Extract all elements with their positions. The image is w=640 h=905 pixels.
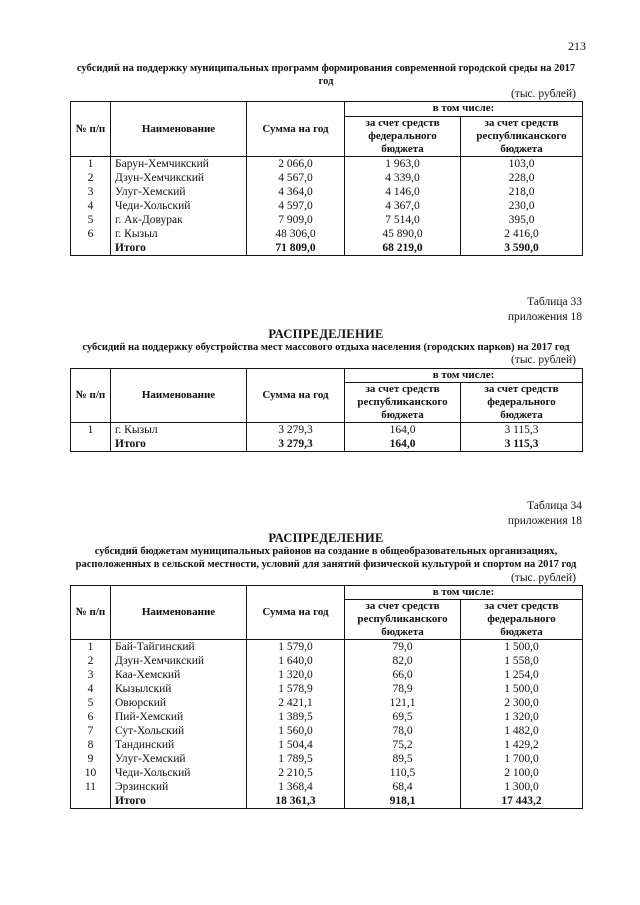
total-label: Итого: [111, 437, 247, 452]
cell-a: 121,1: [345, 696, 461, 710]
cell-no: 4: [71, 682, 111, 696]
header-name: Наименование: [111, 102, 247, 157]
cell-b: 1 558,0: [461, 654, 583, 668]
table-row: [71, 766, 583, 780]
cell-sum: 1 389,5: [247, 710, 345, 724]
header-name: Наименование: [111, 368, 247, 423]
table-row: [71, 724, 583, 738]
header-col-b: за счет средств федерального бюджета: [461, 599, 583, 640]
section-3-heading: РАСПРЕДЕЛЕНИЕ: [268, 530, 384, 545]
cell-sum: 48 306,0: [247, 227, 345, 241]
cell-sum: 1 789,5: [247, 752, 345, 766]
total-label: Итого: [111, 241, 247, 256]
cell-name: Каа-Хемский: [111, 668, 247, 682]
total-a: 68 219,0: [345, 241, 461, 256]
cell-no: 1: [71, 640, 111, 655]
table-row: [71, 227, 583, 241]
cell-a: 4 367,0: [345, 199, 461, 213]
cell-no: 1: [71, 423, 111, 438]
total-a: 918,1: [345, 794, 461, 809]
cell-b: 3 115,3: [461, 423, 583, 438]
cell-b: 1 320,0: [461, 710, 583, 724]
section-2-appendix-label: приложения 18: [507, 310, 582, 323]
section-2-subtitle: субсидий на поддержку обустройства мест массового отдыха населения (городских парков) на 2017 год: [82, 342, 570, 354]
cell-no: 5: [71, 696, 111, 710]
section-3-appendix-label: приложения 18: [507, 514, 582, 527]
header-col-a: за счет средств республиканского бюджета: [345, 382, 461, 423]
cell-b: 230,0: [461, 199, 583, 213]
section-2-heading: РАСПРЕДЕЛЕНИЕ: [268, 326, 384, 341]
cell-sum: 3 279,3: [247, 423, 345, 438]
cell-name: Эрзинский: [111, 780, 247, 794]
cell-a: 75,2: [345, 738, 461, 752]
section-2-table-label: Таблица 33: [527, 296, 582, 308]
cell-name: Овюрский: [111, 696, 247, 710]
cell-a: 69,5: [345, 710, 461, 724]
cell-name: Сут-Хольский: [111, 724, 247, 738]
header-including: в том числе:: [345, 368, 583, 382]
header-row: [71, 102, 583, 116]
header-col-a: за счет средств федерального бюджета: [345, 116, 461, 157]
total-sum: 18 361,3: [247, 794, 345, 809]
header-row: [71, 585, 583, 599]
cell-name: Бай-Тайгинский: [111, 640, 247, 655]
cell-a: 4 339,0: [345, 171, 461, 185]
cell-no: 8: [71, 738, 111, 752]
cell-b: 2 100,0: [461, 766, 583, 780]
cell-no: 6: [71, 710, 111, 724]
cell-name: Дзун-Хемчикский: [111, 171, 247, 185]
cell-no: 2: [71, 171, 111, 185]
table-row: [71, 185, 583, 199]
cell-b: 1 254,0: [461, 668, 583, 682]
cell-name: Барун-Хемчикский: [111, 157, 247, 172]
header-sum: Сумма на год: [247, 102, 345, 157]
cell-sum: 4 567,0: [247, 171, 345, 185]
section-3-units: (тыс. рублей): [510, 571, 576, 584]
cell-no: 6: [71, 227, 111, 241]
table-row: [71, 199, 583, 213]
cell-b: 2 416,0: [461, 227, 583, 241]
cell-b: 1 500,0: [461, 682, 583, 696]
cell-sum: 1 579,0: [247, 640, 345, 655]
section-1: [70, 62, 582, 256]
header-sum: Сумма на год: [247, 585, 345, 640]
cell-a: 79,0: [345, 640, 461, 655]
cell-name: Кызылский: [111, 682, 247, 696]
cell-no: 3: [71, 668, 111, 682]
header-no: № п/п: [71, 102, 111, 157]
section-2-units: (тыс. рублей): [510, 354, 576, 367]
cell-sum: 2 066,0: [247, 157, 345, 172]
table-row: [71, 640, 583, 655]
header-including: в том числе:: [345, 585, 583, 599]
cell-sum: 1 504,4: [247, 738, 345, 752]
cell-name: Чеди-Хольский: [111, 199, 247, 213]
table-row: [71, 780, 583, 794]
total-row: [71, 794, 583, 809]
cell-name: г. Кызыл: [111, 227, 247, 241]
section-2: [70, 295, 582, 452]
cell-sum: 1 320,0: [247, 668, 345, 682]
total-sum: 3 279,3: [247, 437, 345, 452]
table-row: [71, 682, 583, 696]
cell-name: Улуг-Хемский: [111, 185, 247, 199]
total-row: [71, 437, 583, 452]
cell-no: 9: [71, 752, 111, 766]
cell-b: 395,0: [461, 213, 583, 227]
cell-b: 1 300,0: [461, 780, 583, 794]
cell-no: 11: [71, 780, 111, 794]
cell-no: [71, 794, 111, 809]
cell-no: 2: [71, 654, 111, 668]
header-no: № п/п: [71, 368, 111, 423]
cell-b: 1 482,0: [461, 724, 583, 738]
cell-no: 1: [71, 157, 111, 172]
cell-name: г. Ак-Довурак: [111, 213, 247, 227]
cell-name: Чеди-Хольский: [111, 766, 247, 780]
table-row: [71, 171, 583, 185]
header-name: Наименование: [111, 585, 247, 640]
header-col-b: за счет средств республиканского бюджета: [461, 116, 583, 157]
cell-a: 110,5: [345, 766, 461, 780]
cell-name: г. Кызыл: [111, 423, 247, 438]
total-row: [71, 241, 583, 256]
cell-b: 1 700,0: [461, 752, 583, 766]
header-sum: Сумма на год: [247, 368, 345, 423]
cell-b: 218,0: [461, 185, 583, 199]
section-3-table: [70, 585, 583, 810]
cell-a: 45 890,0: [345, 227, 461, 241]
cell-name: Тандинский: [111, 738, 247, 752]
cell-sum: 2 210,5: [247, 766, 345, 780]
cell-b: 1 429,2: [461, 738, 583, 752]
total-b: 17 443,2: [461, 794, 583, 809]
cell-b: 103,0: [461, 157, 583, 172]
cell-name: Пий-Хемский: [111, 710, 247, 724]
cell-sum: 1 578,9: [247, 682, 345, 696]
cell-no: 5: [71, 213, 111, 227]
cell-sum: 1 560,0: [247, 724, 345, 738]
section-1-units: (тыс. рублей): [510, 88, 576, 101]
table-row: [71, 654, 583, 668]
cell-b: 228,0: [461, 171, 583, 185]
table-row: [71, 157, 583, 172]
cell-sum: 2 421,1: [247, 696, 345, 710]
table-row: [71, 752, 583, 766]
total-b: 3 590,0: [461, 241, 583, 256]
cell-a: 82,0: [345, 654, 461, 668]
cell-no: 7: [71, 724, 111, 738]
section-2-table: [70, 368, 583, 453]
cell-a: 4 146,0: [345, 185, 461, 199]
page-number: 213: [568, 39, 586, 53]
cell-no: [71, 241, 111, 256]
section-1-subtitle: субсидий на поддержку муниципальных программ формирования современной городской среды на 2017 год: [76, 63, 576, 88]
total-b: 3 115,3: [461, 437, 583, 452]
cell-no: 10: [71, 766, 111, 780]
total-sum: 71 809,0: [247, 241, 345, 256]
header-including: в том числе:: [345, 102, 583, 116]
cell-a: 1 963,0: [345, 157, 461, 172]
cell-a: 89,5: [345, 752, 461, 766]
header-no: № п/п: [71, 585, 111, 640]
section-3: [70, 499, 582, 809]
cell-sum: 1 640,0: [247, 654, 345, 668]
cell-a: 78,0: [345, 724, 461, 738]
cell-no: 4: [71, 199, 111, 213]
cell-a: 78,9: [345, 682, 461, 696]
cell-b: 1 500,0: [461, 640, 583, 655]
cell-sum: 7 909,0: [247, 213, 345, 227]
header-row: [71, 368, 583, 382]
cell-no: 3: [71, 185, 111, 199]
cell-a: 68,4: [345, 780, 461, 794]
cell-name: Дзун-Хемчикский: [111, 654, 247, 668]
cell-b: 2 300,0: [461, 696, 583, 710]
total-a: 164,0: [345, 437, 461, 452]
cell-name: Улуг-Хемский: [111, 752, 247, 766]
section-3-subtitle: субсидий бюджетам муниципальных районов на создание в общеобразовательных организациях, расположенных в сельской местности, условий для занятий физической культурой и спортом на 2017 год: [75, 546, 577, 571]
header-col-a: за счет средств республиканского бюджета: [345, 599, 461, 640]
table-row: [71, 213, 583, 227]
cell-sum: 4 597,0: [247, 199, 345, 213]
cell-sum: 4 364,0: [247, 185, 345, 199]
table-row: [71, 738, 583, 752]
cell-a: 164,0: [345, 423, 461, 438]
cell-a: 7 514,0: [345, 213, 461, 227]
section-3-table-label: Таблица 34: [527, 500, 582, 512]
cell-a: 66,0: [345, 668, 461, 682]
cell-no: [71, 437, 111, 452]
table-row: [71, 423, 583, 438]
header-col-b: за счет средств федерального бюджета: [461, 382, 583, 423]
cell-sum: 1 368,4: [247, 780, 345, 794]
table-row: [71, 710, 583, 724]
table-row: [71, 696, 583, 710]
table-row: [71, 668, 583, 682]
total-label: Итого: [111, 794, 247, 809]
section-1-table: [70, 101, 583, 256]
